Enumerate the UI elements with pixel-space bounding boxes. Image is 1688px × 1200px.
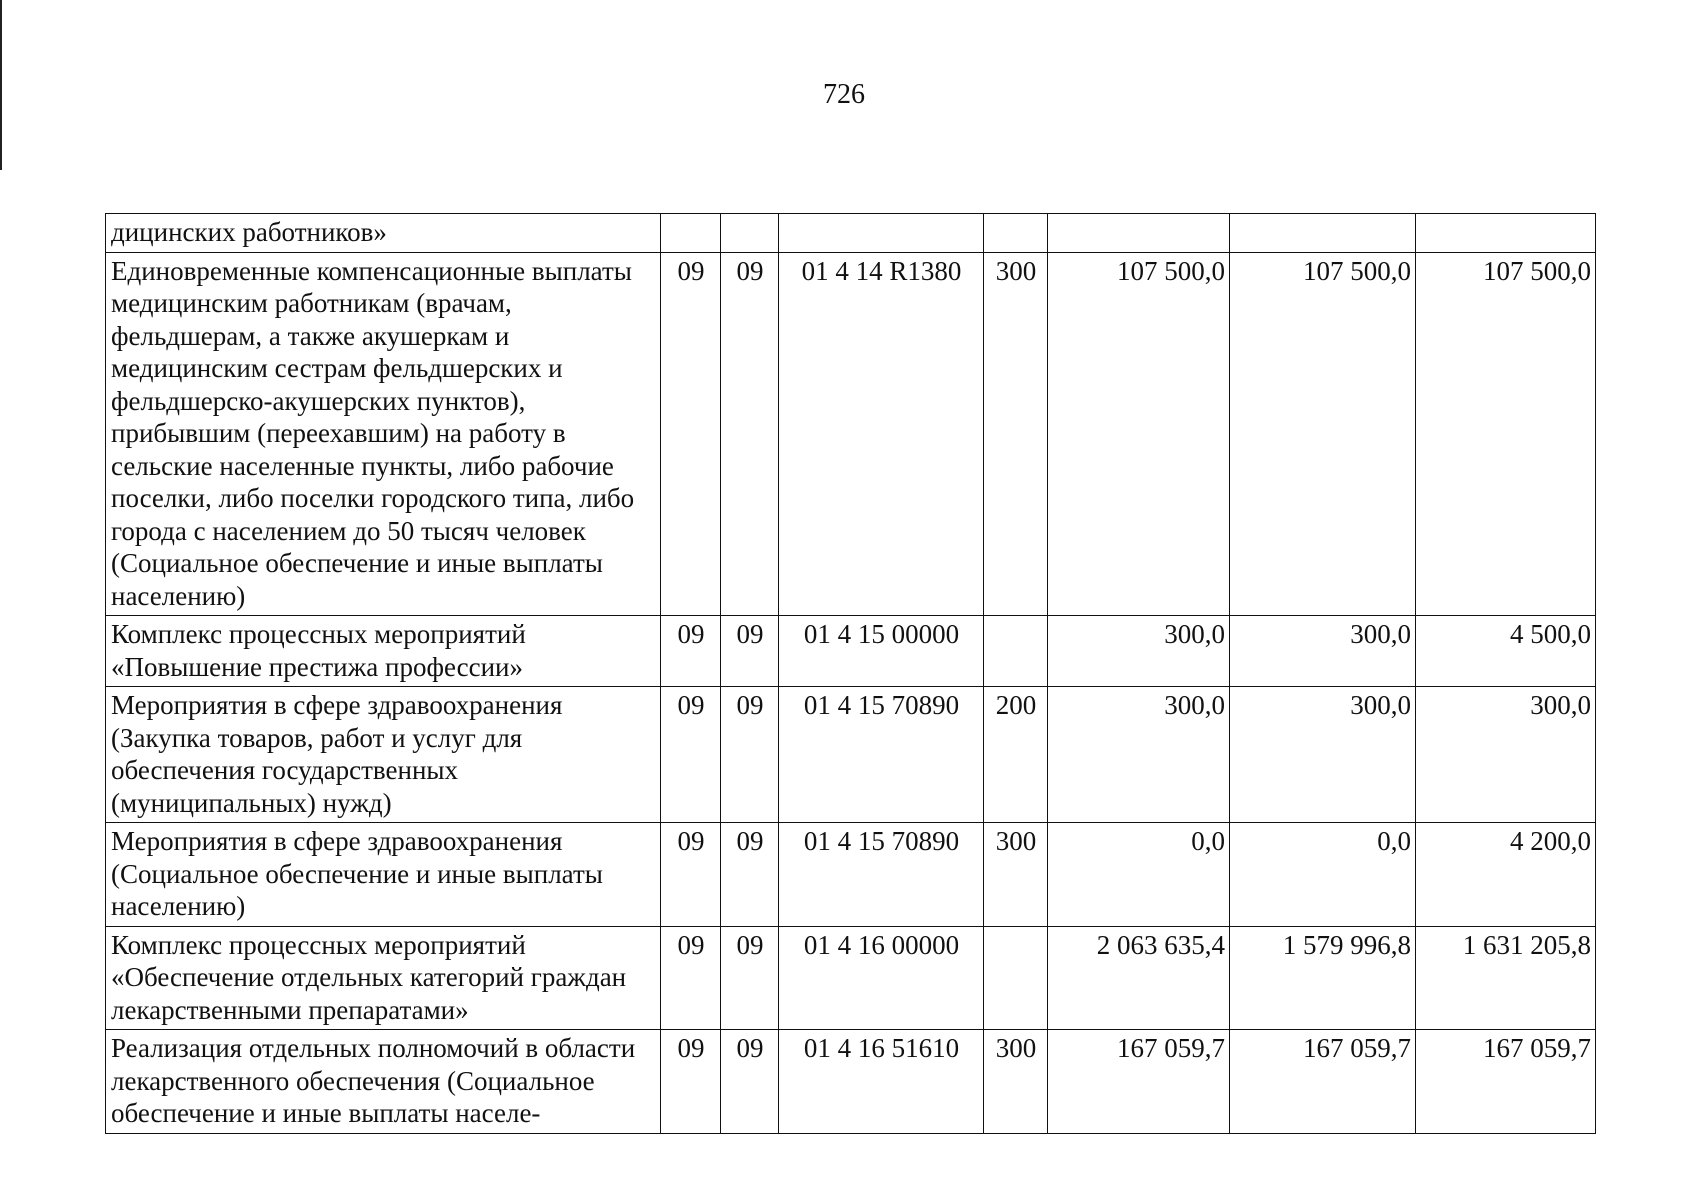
section-code-cell — [661, 214, 721, 253]
target-article-cell: 01 4 14 R1380 — [779, 252, 984, 616]
amount-year3-cell: 167 059,7 — [1416, 1030, 1596, 1134]
target-article-cell: 01 4 15 70890 — [779, 823, 984, 927]
amount-year3-cell: 4 500,0 — [1416, 616, 1596, 687]
subsection-code-cell: 09 — [721, 616, 779, 687]
subsection-code-cell: 09 — [721, 1030, 779, 1134]
section-code-cell: 09 — [661, 1030, 721, 1134]
table-row — [106, 1030, 1596, 1134]
amount-year1-cell: 167 059,7 — [1048, 1030, 1230, 1134]
amount-year3-cell: 4 200,0 — [1416, 823, 1596, 927]
amount-year2-cell: 300,0 — [1230, 687, 1416, 823]
table-row — [106, 823, 1596, 927]
page-number: 726 — [823, 79, 865, 110]
row-name-cell: Мероприятия в сфере здравоохранения (Закупка товаров, работ и услуг для обеспечения государственных (муниципальных) нужд) — [106, 687, 661, 823]
row-name-cell: Мероприятия в сфере здравоохранения (Социальное обеспечение и иные выплаты населению) — [106, 823, 661, 927]
amount-year1-cell: 107 500,0 — [1048, 252, 1230, 616]
target-article-cell: 01 4 15 70890 — [779, 687, 984, 823]
section-code-cell: 09 — [661, 252, 721, 616]
amount-year3-cell — [1416, 214, 1596, 253]
table-row — [106, 252, 1596, 616]
amount-year1-cell — [1048, 214, 1230, 253]
amount-year2-cell: 107 500,0 — [1230, 252, 1416, 616]
subsection-code-cell: 09 — [721, 687, 779, 823]
subsection-code-cell: 09 — [721, 252, 779, 616]
expense-type-cell — [984, 926, 1048, 1030]
table-row — [106, 687, 1596, 823]
table-row — [106, 214, 1596, 253]
amount-year1-cell: 0,0 — [1048, 823, 1230, 927]
target-article-cell: 01 4 16 00000 — [779, 926, 984, 1030]
amount-year2-cell — [1230, 214, 1416, 253]
subsection-code-cell: 09 — [721, 823, 779, 927]
amount-year2-cell: 167 059,7 — [1230, 1030, 1416, 1134]
target-article-cell: 01 4 16 51610 — [779, 1030, 984, 1134]
subsection-code-cell: 09 — [721, 926, 779, 1030]
amount-year3-cell: 1 631 205,8 — [1416, 926, 1596, 1030]
amount-year1-cell: 300,0 — [1048, 616, 1230, 687]
amount-year2-cell: 0,0 — [1230, 823, 1416, 927]
expense-type-cell: 300 — [984, 1030, 1048, 1134]
amount-year2-cell: 300,0 — [1230, 616, 1416, 687]
table-row — [106, 616, 1596, 687]
expense-type-cell: 300 — [984, 823, 1048, 927]
budget-table — [105, 213, 1596, 1134]
expense-type-cell — [984, 616, 1048, 687]
amount-year3-cell: 107 500,0 — [1416, 252, 1596, 616]
section-code-cell: 09 — [661, 823, 721, 927]
row-name-cell: Комплекс процессных мероприятий «Обеспечение отдельных категорий граждан лекарственными препаратами» — [106, 926, 661, 1030]
target-article-cell — [779, 214, 984, 253]
section-code-cell: 09 — [661, 926, 721, 1030]
amount-year3-cell: 300,0 — [1416, 687, 1596, 823]
section-code-cell: 09 — [661, 687, 721, 823]
target-article-cell: 01 4 15 00000 — [779, 616, 984, 687]
amount-year1-cell: 2 063 635,4 — [1048, 926, 1230, 1030]
table-body — [106, 214, 1596, 1134]
table-row — [106, 926, 1596, 1030]
amount-year2-cell: 1 579 996,8 — [1230, 926, 1416, 1030]
expense-type-cell: 300 — [984, 252, 1048, 616]
row-name-cell: Единовременные компенсационные выплаты медицинским работникам (врачам, фельдшерам, а также акушеркам и медицинским сестрам фельдшерских и фельдшерско-акушерских пунктов), прибывшим (переехавшим) на работу в сельские населенные пункты, либо рабочие поселки, либо поселки городского типа, либо города с населением до 50 тысяч человек (Социальное обеспечение и иные выплаты населению) — [106, 252, 661, 616]
amount-year1-cell: 300,0 — [1048, 687, 1230, 823]
expense-type-cell: 200 — [984, 687, 1048, 823]
row-name-cell: Комплекс процессных мероприятий «Повышение престижа профессии» — [106, 616, 661, 687]
row-name-cell: Реализация отдельных полномочий в области лекарственного обеспечения (Социальное обеспечение и иные выплаты населе- — [106, 1030, 661, 1134]
row-name-cell: дицинских работников» — [106, 214, 661, 253]
subsection-code-cell — [721, 214, 779, 253]
expense-type-cell — [984, 214, 1048, 253]
section-code-cell: 09 — [661, 616, 721, 687]
